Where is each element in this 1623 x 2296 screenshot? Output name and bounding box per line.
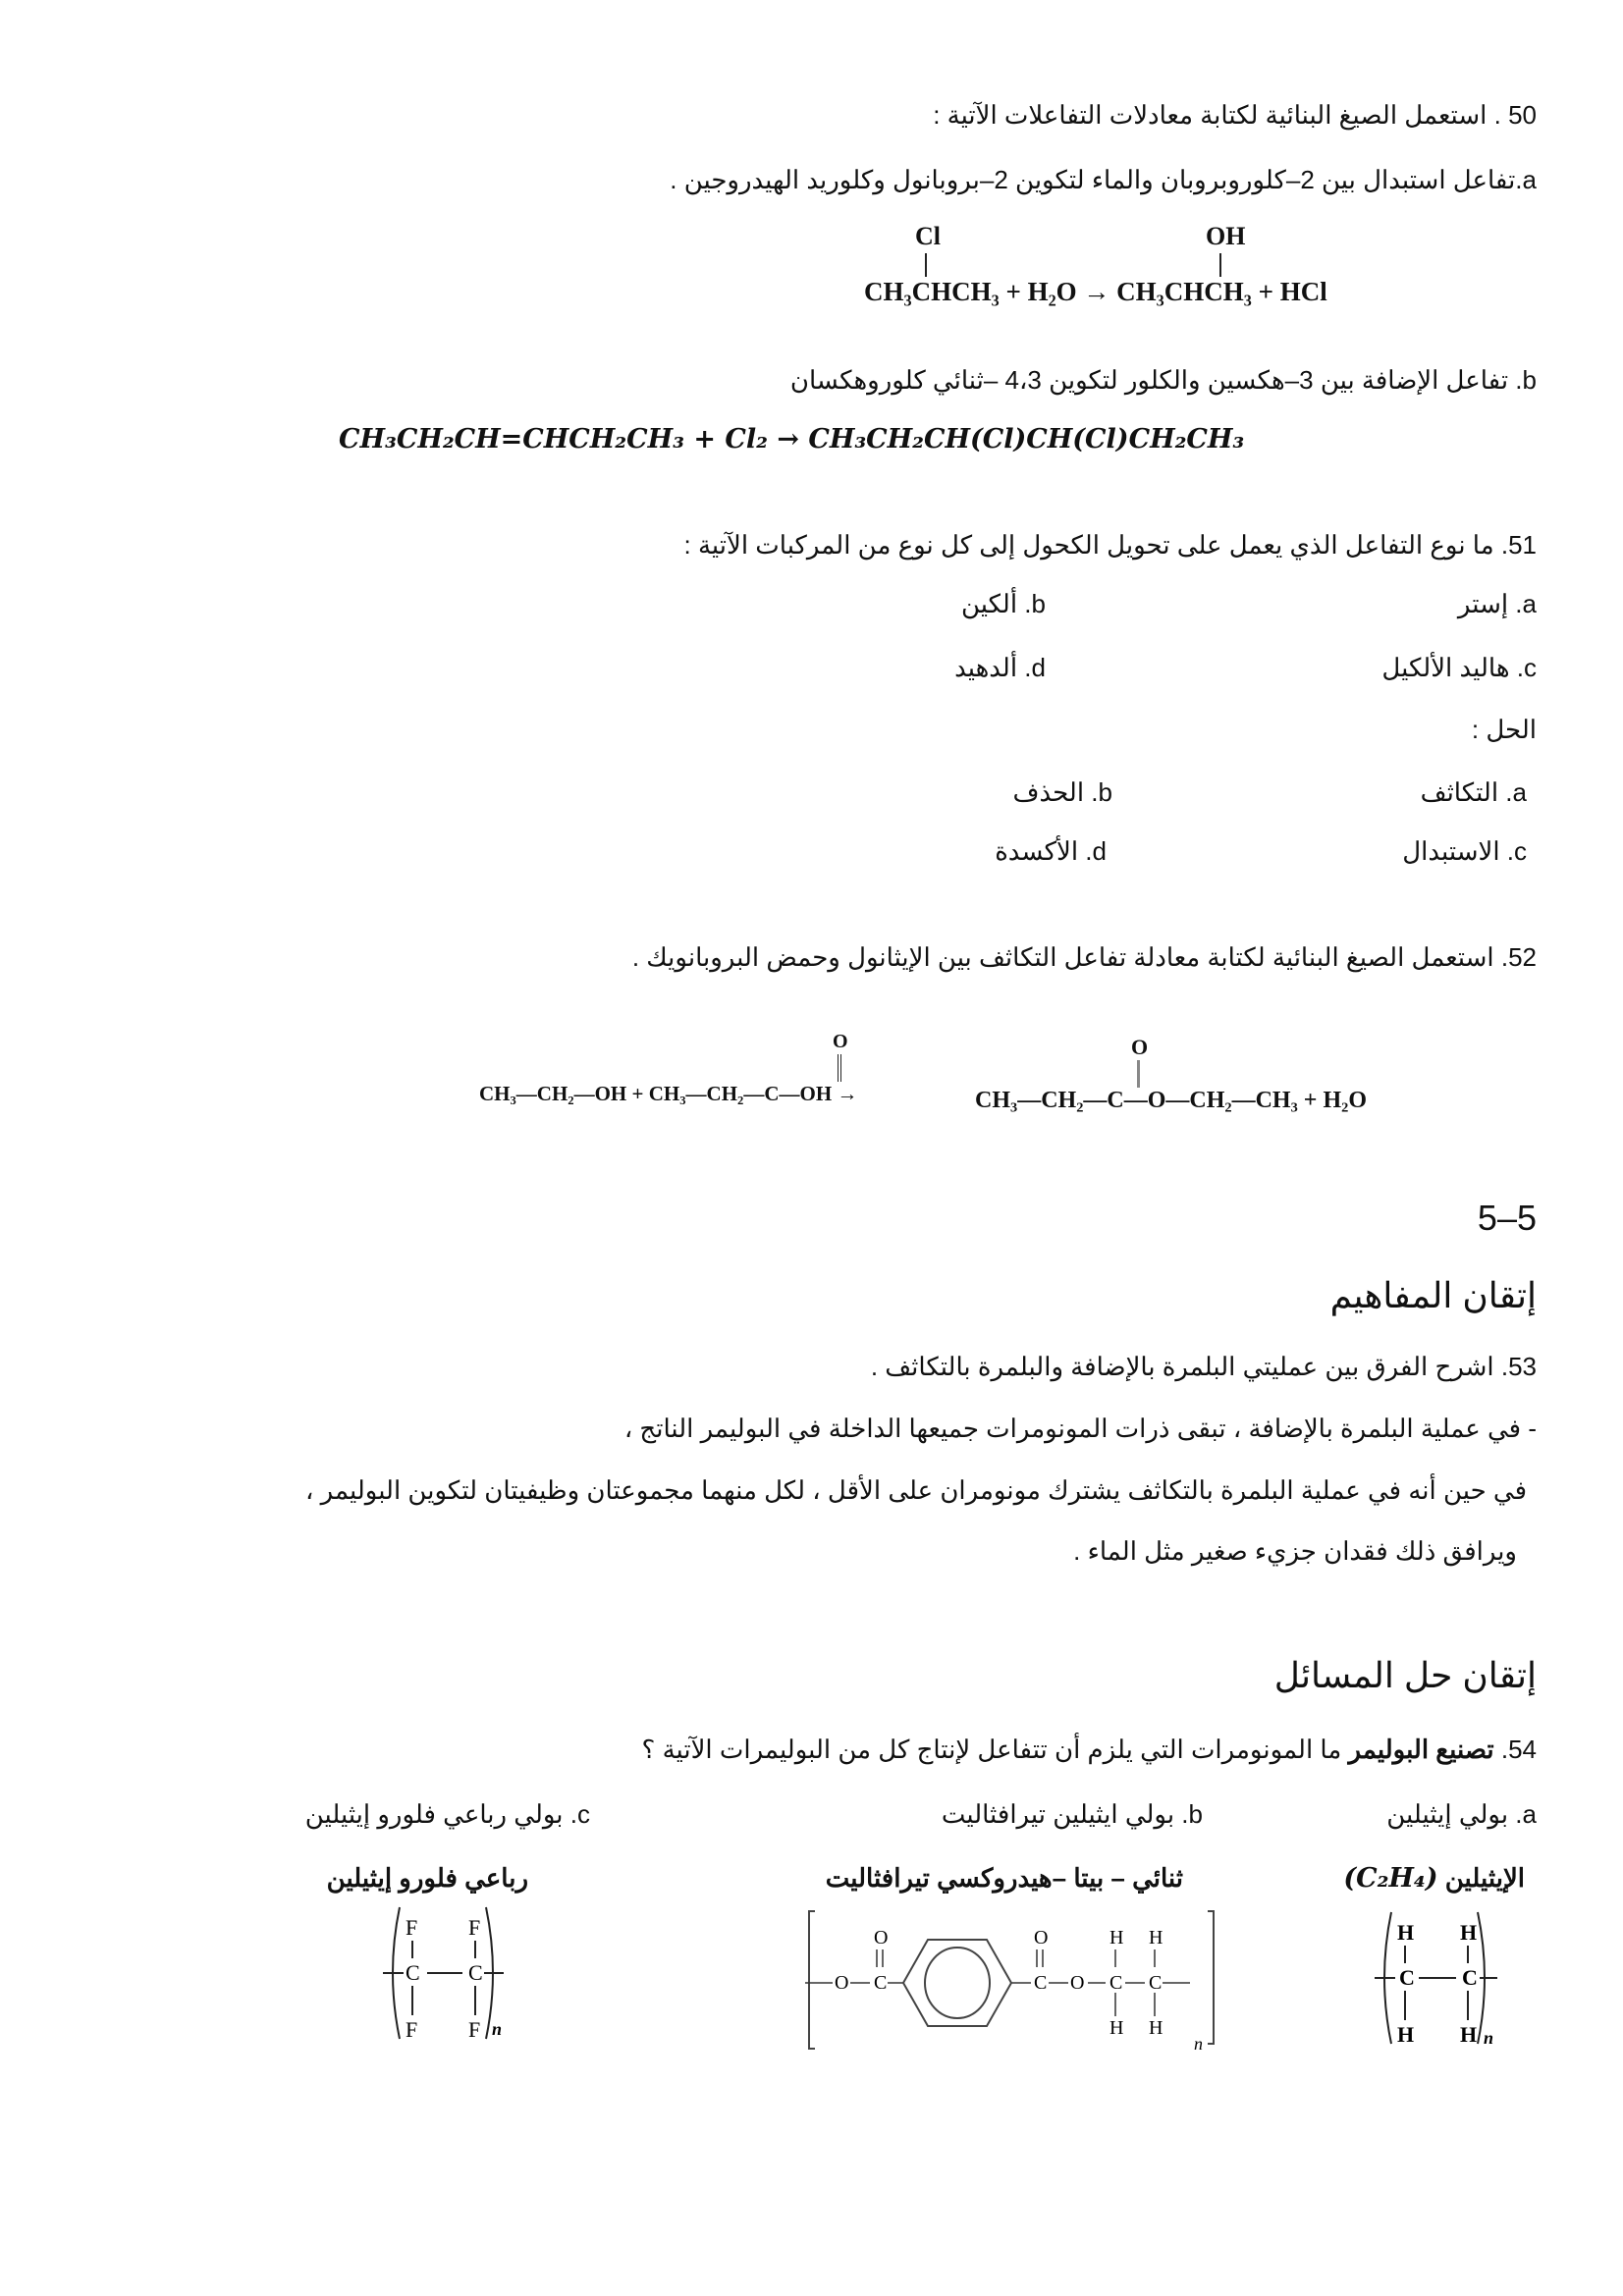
monomer-a-formula: (C₂H₄) <box>1343 1863 1438 1894</box>
svg-text:H: H <box>1149 1927 1163 1949</box>
monomer-a <box>1343 1861 1525 1896</box>
q51-option-b: b. ألكين <box>960 589 1046 618</box>
answer-b: b. الحذف <box>1012 777 1112 807</box>
svg-text:n: n <box>1484 2028 1494 2048</box>
polyethylene-structure <box>1370 1904 1537 2052</box>
q54-title <box>642 1733 1537 1766</box>
pet-structure <box>805 1906 1217 2054</box>
svg-text:H: H <box>1397 1920 1415 1945</box>
oxygen-1: O <box>833 1031 848 1052</box>
q51-option-d: d. ألدهيد <box>954 653 1046 682</box>
answer-d: d. الأكسدة <box>995 836 1107 866</box>
svg-text:H: H <box>1397 2022 1415 2047</box>
svg-text:C: C <box>406 1960 420 1985</box>
monomer-c: رباعي فلورو إيثيلين <box>326 1863 528 1893</box>
q50-b-equation: CH₃CH₂CH=CHCH₂CH₃ + Cl₂ → CH₃CH₂CH(Cl)CH(Cl)CH₂CH₃ <box>339 424 1245 454</box>
q54-number: 54. <box>1500 1735 1537 1764</box>
monomer-a-name: الإيثيلين <box>1444 1863 1525 1893</box>
double-bond <box>1137 1060 1140 1088</box>
svg-text:C: C <box>1462 1965 1478 1990</box>
solution-label: الحل : <box>1471 715 1537 744</box>
q50-title: 50 . استعمل الصيغ البنائية لكتابة معادلات التفاعلات الآتية : <box>933 100 1537 130</box>
svg-text:H: H <box>1149 2017 1163 2039</box>
svg-text:O: O <box>1070 1972 1085 1994</box>
oxygen-2: O <box>1131 1035 1149 1059</box>
svg-text:C: C <box>1034 1972 1048 1994</box>
problems-heading: إتقان حل المسائل <box>1273 1655 1537 1695</box>
svg-text:C: C <box>1399 1965 1415 1990</box>
q50-b: b. تفاعل الإضافة بين 3–هكسين والكلور لتكوين 4،3 –ثنائي كلوروهكسان <box>789 365 1537 395</box>
q54-item-b: b. بولي ايثيلين تيرافثاليت <box>941 1799 1203 1829</box>
svg-text:n: n <box>492 2019 503 2039</box>
svg-text:C: C <box>1149 1972 1163 1994</box>
q51-title: 51. ما نوع التفاعل الذي يعمل على تحويل الكحول إلى كل نوع من المركبات الآتية : <box>683 530 1537 560</box>
concepts-heading: إتقان المفاهيم <box>1329 1275 1537 1315</box>
svg-text:O: O <box>874 1927 889 1949</box>
svg-text:n: n <box>1194 2034 1203 2054</box>
svg-text:H: H <box>1109 1927 1124 1949</box>
svg-text:F: F <box>468 1915 481 1940</box>
svg-text:H: H <box>1460 1920 1478 1945</box>
svg-text:C: C <box>874 1972 888 1994</box>
svg-text:O: O <box>1034 1927 1049 1949</box>
svg-text:C: C <box>1109 1972 1123 1994</box>
svg-text:F: F <box>406 2017 418 2042</box>
svg-text:F: F <box>468 2017 481 2042</box>
q50-a-equation: CH₃CHCH₃ + H₂O → CH₃CHCH₃ + HCl <box>864 277 1327 306</box>
svg-text:O: O <box>835 1972 849 1994</box>
bond <box>1219 253 1221 277</box>
q54-item-a: a. بولي إيثيلين <box>1386 1799 1537 1829</box>
bond <box>925 253 927 277</box>
q52-title: 52. استعمل الصيغ البنائية لكتابة معادلة تفاعل التكاثف بين الإيثانول وحمض البروبانويك . <box>631 942 1537 972</box>
section-number: 5–5 <box>1477 1198 1537 1238</box>
q53-line-2: في حين أنه في عملية البلمرة بالتكاثف يشترك مونومران على الأقل ، لكل منهما مجموعتان وظيفيتان لتكوين البوليمر ، <box>305 1475 1527 1505</box>
double-bond <box>838 1054 841 1082</box>
q50-a: a.تفاعل استبدال بين 2–كلوروبروبان والماء لتكوين 2–بروبانول وكلوريد الهيدروجين . <box>670 165 1537 194</box>
ptfe-structure <box>378 1899 545 2047</box>
q52-eq-right: CH₃—CH₂—C—O—CH₂—CH₃ + H₂O <box>975 1088 1367 1113</box>
q54-question: ما المونومرات التي يلزم أن تتفاعل لإنتاج كل من البوليمرات الآتية ؟ <box>641 1735 1349 1764</box>
answer-c: c. الاستبدال <box>1402 836 1527 866</box>
q51-option-a: a. إستر <box>1457 589 1537 618</box>
q50-a-oh: OH <box>1206 222 1246 250</box>
q54-item-c: c. بولي رباعي فلورو إيثيلين <box>304 1799 590 1829</box>
answer-a: a. التكاثف <box>1420 777 1527 807</box>
monomer-b: ثنائي – بيتا –هيدروكسي تيرافثاليت <box>825 1863 1183 1893</box>
svg-text:F: F <box>406 1915 418 1940</box>
q50-a-cl: Cl <box>915 222 941 250</box>
q51-option-c: c. هاليد الألكيل <box>1381 653 1537 682</box>
q53-line-1: - في عملية البلمرة بالإضافة ، تبقى ذرات المونومرات جميعها الداخلة في البوليمر الناتج ، <box>623 1414 1537 1443</box>
q54-topic: تصنيع البوليمر <box>1348 1735 1494 1764</box>
svg-text:C: C <box>468 1960 483 1985</box>
q53-title: 53. اشرح الفرق بين عمليتي البلمرة بالإضافة والبلمرة بالتكاثف . <box>870 1352 1537 1381</box>
q52-eq-left: CH₃—CH₂—OH + CH₃—CH₂—C—OH → <box>479 1082 858 1105</box>
svg-text:H: H <box>1109 2017 1124 2039</box>
svg-text:H: H <box>1460 2022 1478 2047</box>
q53-line-3: ويرافق ذلك فقدان جزيء صغير مثل الماء . <box>1073 1536 1517 1566</box>
